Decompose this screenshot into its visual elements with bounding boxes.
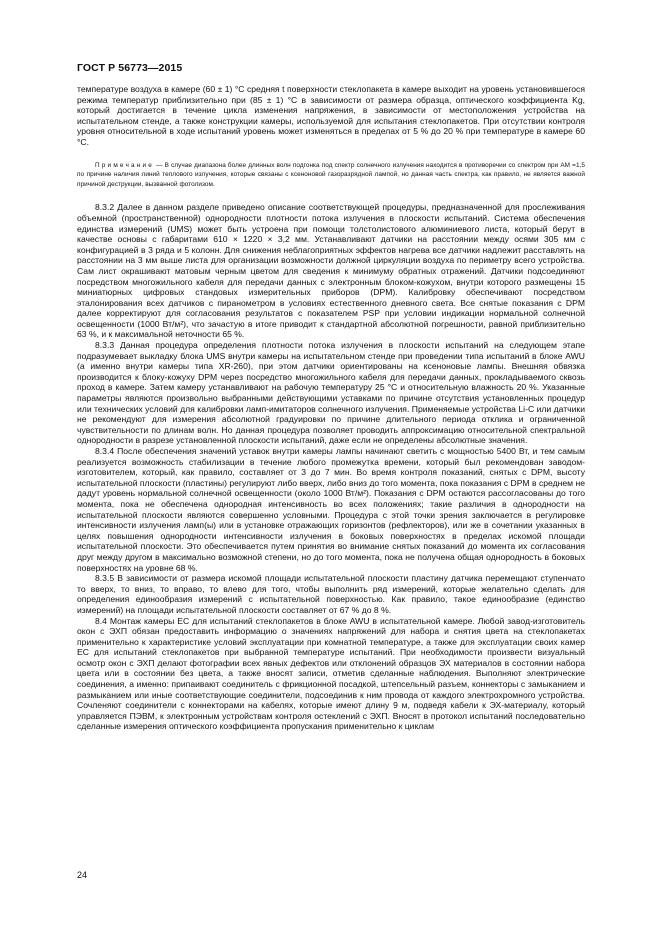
paragraph-8-3-4: 8.3.4 После обеспечения значений уставок внутри камеры лампы начинают светить с мощностью 5400 Вт, и тем самым реализуется возможность стабилизации в течение любого промежутка времени, который был рекомендован заводом-изготовителем, который, как правило, составляет от 3 до 7 мин. Во время контроля показаний, снятых с DPM, высоту испытательной плоскости (пластины) регулируют либо вверх, либо вниз до того момента, пока показания с DPM в среднем не дадут уровень нормальной солнечной освещенности (около 1000 Вт/м²). Показания с DPM остаются рассогласованы до того момента, пока не обеспечена однородная интенсивность во всех положениях; такие различия в однородности на испытательной плоскости являются совершенно условными. Процедура с этой точки зрения заключается в регулировке интенсивности излучения ламп(ы) или в установке отражающих горизонтов (рефлекторов), или же в сочетании указанных в целях повышения однородности интенсивности излучения в боковых поверхностях в пределах искомой площади испытательной плоскости. Это обеспечивается путем принятия во внимание снятых показаний до момента их согласования друг между другом в максимально возможной степени, но до того момента, пока не получена общая однородность в боковых поверхностях на уровне 68 %. xyxy=(77,446,585,573)
page-number: 24 xyxy=(77,870,88,880)
paragraph-continued: температуре воздуха в камере (60 ± 1) °С средняя t поверхности стеклопакета в камере выходит на уровень установившегося режима температур приблизительно при (85 ± 1) °С в зависимости от размера образца, оптического коэффициента Kg, который достигается в течение цикла изменения напряжения, в зависимости от местоположения устройства на испытательном стенде, а также конструкции камеры, используемой для испытания стеклопакетов. При отсутствии контроля уровня относительной в ходе испытаний уровень может изменяться в пределах от 5 % до 20 % при температуре в камере 60 °С. xyxy=(77,84,585,147)
page-body xyxy=(77,84,585,732)
note-label: Примечание xyxy=(95,161,154,169)
paragraph-8-3-3: 8.3.3 Данная процедура определения плотности потока излучения в плоскости испытаний на следующем этапе подразумевает выкладку блока UMS внутри камеры на испытательном стенде при проведении типа испытаний в блоке AWU (а именно внутри камеры типа XR-260), при этом датчики ориентированы на ксеноновые лампы. Внешняя обвязка производится к блоку-кожуху DPM через посредство многожильного кабеля для передачи данных, прокладываемого сквозь проход в камере. Затем камеру устанавливают на рабочую температуру 25 °С и относительную влажность 20 %. Указанные параметры являются произвольно выбранными действующими уставками по причине отсутствия установленных процедур или технических условий для калибровки ламп-имитаторов солнечного излучения. Применяемые устройства Li-C или датчики не рекомендуют для измерения абсолютной градуировки по причине длительного периода отклика и ограниченной чувствительности по длинам волн. Но данная процедура позволяет проводить аппроксимацию относительной спектральной однородности в разрезе установленной плоскости испытаний, даже если не определены абсолютные значения. xyxy=(77,340,585,446)
note-paragraph xyxy=(77,161,585,190)
standard-header: ГОСТ Р 56773—2015 xyxy=(77,62,183,74)
paragraph-8-4: 8.4 Монтаж камеры ЕС для испытаний стеклопакетов в блоке AWU в испытательной камере. Любой завод-изготовитель окон с ЭХП обязан предоставить информацию о значениях напряжений для набора и снятия цвета на стеклопакетах применительно к характеристике условий эксплуатации при комнатной температуре, а также для эксплуатации своих камер ЕС для испытаний стеклопакетов при выбранной температуре испытаний. При необходимости произвести визуальный осмотр окон с ЭХП делают фотографии всех явных дефектов или отклонений образцов ЭХ материалов в состоянии набора цвета или в состоянии без цвета, а также вносят записи, отметив сделанные наблюдения. Выполняют электрические соединения, а именно: припаивают соединитель с фрикционной посадкой, штепсельный разъем, коннекторы с замыканием и размыканием или иные соответствующие соединители, подсоединив к ним провода от каждого электрохромного устройства. Сочленяют соединители с коннекторами на кабелях, которые имеют длину 9 м, подведя кабели к ЭХ-материалу, который управляется ПЭВМ, к электронным устройствам контроля остеклений с ЭХП. Вносят в протокол испытаний последовательно сделанные измерения оптического коэффициента пропускания применительно к циклам xyxy=(77,615,585,732)
note-text: — В случае диапазона более длинных волн подгонка под спектр солнечного излучения находится в противоречии со спектром при АМ =1,5 по причине наличия линий теплового излучения, которые связаны с ксеноновой газоразрядной лампой, но данная часть спектра, как правило, не является важной причиной деструкции, вызванной фотолизом. xyxy=(77,161,585,188)
paragraph-8-3-2: 8.3.2 Далее в данном разделе приведено описание соответствующей процедуры, предназначенной для прослеживания объемной (пространственной) однородности плотности потока излучения в плоскости испытаний. Система обеспечения единства измерений (UMS) может быть устроена при помощи толстолистового алюминиевого листа, который берут в качестве основы с габаритами 610 × 1220 × 3,2 мм. Устанавливают датчики на расстоянии между осями 305 мм с конфигурацией в 3 ряда и 5 колонн. Для снижения неблагоприятных эффектов нагрева все датчики надлежит расставлять на расстоянии на 3 мм выше листа для организации возможности должной циркуляции воздуха по периметру всего устройства. Сам лист окрашивают матовым черным цветом для сведения к минимуму обратных отражений. Датчики подсоединяют посредством многожильного кабеля для передачи данных с электронным блоком-кожухом, внутри которого размещены 15 миниатюрных цифровых стандовых измерительных приборов (DPM). Калибровку обеспечивают посредством эталонирования всех датчиков с пиранометром в условиях естественного дневного света. Все снятые показания с DPM далее корректируют для согласования результатов с показателем PSP при условии индикации нормальной солнечной освещенности (1000 Вт/м²), что зачастую в итоге приводит к стандартной абсолютной погрешности, равной приблизительно 63 %, и к максимальной неточности 65 %. xyxy=(77,202,585,340)
paragraph-8-3-5: 8.3.5 В зависимости от размера искомой площади испытательной плоскости пластину датчика перемещают ступенчато то вверх, то вниз, то вправо, то влево для того, чтобы выполнить ряд измерений, которые желательно сделать для определения единообразия измерений с испытательной поверхностью. Как правило, такое единообразие (единство измерений) на площади испытательной плоскости составляет от 67 % до 8 %. xyxy=(77,573,585,615)
